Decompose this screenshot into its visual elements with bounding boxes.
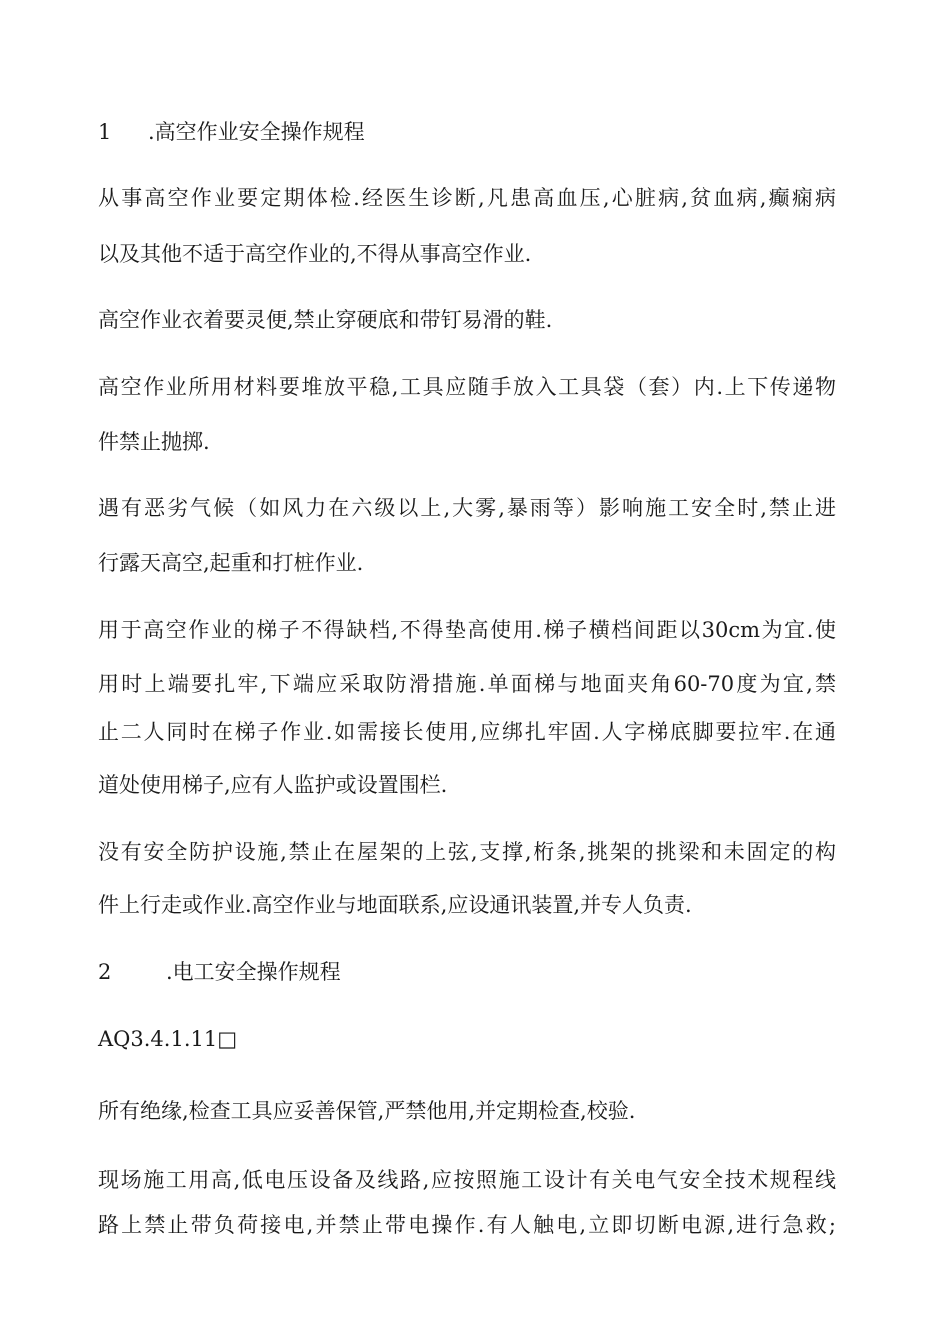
paragraph-line: 件禁止抛掷. bbox=[98, 430, 210, 454]
paragraph-line: 从事高空作业要定期体检.经医生诊断,凡患高血压,心脏病,贫血病,癫痫病 bbox=[98, 186, 836, 210]
paragraph-line: 用于高空作业的梯子不得缺档,不得垫高使用.梯子横档间距以30cm为宜.使 bbox=[98, 618, 836, 642]
standard-code: AQ3.4.1.11□ bbox=[98, 1027, 238, 1051]
section-title: .高空作业安全操作规程 bbox=[148, 120, 365, 144]
paragraph-line: 没有安全防护设施,禁止在屋架的上弦,支撑,桁条,挑架的挑梁和未固定的构 bbox=[98, 840, 836, 864]
section-heading-1 bbox=[98, 118, 365, 146]
paragraph-line: 道处使用梯子,应有人监护或设置围栏. bbox=[98, 773, 448, 797]
paragraph-line: 遇有恶劣气候（如风力在六级以上,大雾,暴雨等）影响施工安全时,禁止进 bbox=[98, 496, 836, 520]
section-number: 2 bbox=[98, 960, 112, 984]
paragraph-line: 行露天高空,起重和打桩作业. bbox=[98, 551, 364, 575]
paragraph-line: 止二人同时在梯子作业.如需接长使用,应绑扎牢固.人字梯底脚要拉牢.在通 bbox=[98, 720, 836, 744]
paragraph-line: 高空作业衣着要灵便,禁止穿硬底和带钉易滑的鞋. bbox=[98, 308, 553, 332]
paragraph-line: 高空作业所用材料要堆放平稳,工具应随手放入工具袋（套）内.上下传递物 bbox=[98, 375, 836, 399]
paragraph-line: 路上禁止带负荷接电,并禁止带电操作.有人触电,立即切断电源,进行急救; bbox=[98, 1213, 836, 1237]
paragraph-line: 所有绝缘,检查工具应妥善保管,严禁他用,并定期检查,校验. bbox=[98, 1099, 636, 1123]
paragraph-line: 以及其他不适于高空作业的,不得从事高空作业. bbox=[98, 242, 532, 266]
paragraph-line: 用时上端要扎牢,下端应采取防滑措施.单面梯与地面夹角60-70度为宜,禁 bbox=[98, 672, 836, 696]
paragraph-line: 现场施工用高,低电压设备及线路,应按照施工设计有关电气安全技术规程线 bbox=[98, 1168, 836, 1192]
section-title: .电工安全操作规程 bbox=[166, 960, 341, 984]
section-number: 1 bbox=[98, 120, 112, 144]
section-heading-2 bbox=[98, 958, 341, 986]
paragraph-line: 件上行走或作业.高空作业与地面联系,应设通讯装置,并专人负责. bbox=[98, 893, 692, 917]
